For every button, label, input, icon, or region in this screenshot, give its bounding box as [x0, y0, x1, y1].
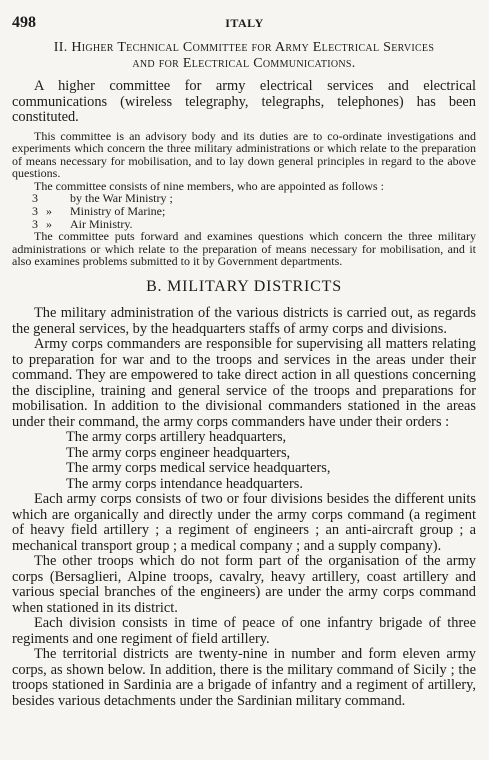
list-item: The army corps artillery headquarters,	[66, 429, 287, 446]
page-number: 498	[12, 14, 36, 31]
paragraph: Each army corps consists of two or four divisions besides the different units which are organically and directly under the army corps command (a regiment of heavy field artillery ; a regiment of engineers ; an anti-aircraft group ; a mechanical transport group ; a medical company ; and a supply company).	[12, 491, 476, 554]
section-title-line1: Higher Technical Committee for Army Electrical Services	[71, 40, 435, 55]
page-body	[12, 40, 476, 709]
paragraph: The military administration of the various districts is carried out, as regards the general services, by the headquarters staffs of army corps and divisions.	[12, 305, 476, 337]
advisory-paragraph: This committee is an advisory body and its duties are to co-ordinate investigations and experiments which concern the three military administrations or which relate to the preparation of means necessary for mobilisation, and to lay down general principles in regard to the above questions.	[12, 128, 476, 181]
headquarters-list	[12, 430, 476, 492]
page-header	[12, 14, 477, 32]
list-item: 3 » Air Ministry.	[32, 216, 133, 231]
list-item: The army corps medical service headquarters,	[66, 460, 331, 477]
members-paragraph: The committee consists of nine members, who are appointed as follows :	[34, 178, 384, 193]
list-item: The army corps intendance headquarters.	[66, 475, 303, 492]
committee-paragraph: The committee puts forward and examines questions which concern the three military administrations or which relate to the preparation of means necessary for mobilisation, and it also examines problems submitted to it by Government departments.	[12, 229, 476, 269]
paragraph: Army corps commanders are responsible for supervising all matters relating to preparation for war and to the troops and services in the areas under their command. They are empowered to take direct action in all questions concerning the discipline, training and general service of the troops and preparations for mobilisation. In addition to the divisional commanders stationed in the areas under their command, the army corps commanders have under their orders :	[12, 336, 476, 430]
list-item: 3 by the War Ministry ;	[32, 191, 173, 206]
paragraph: The territorial districts are twenty-nine in number and form eleven army corps, as shown below. In addition, there is the military command of Sicily ; the troops stationed in Sardinia are a brigade of infantry and a regiment of artillery, besides various detachments under the Sardinian military command.	[12, 646, 476, 709]
running-title: ITALY	[225, 16, 264, 30]
list-item: The army corps engineer headquarters,	[66, 444, 291, 461]
paragraph: Each division consists in time of peace of one infantry brigade of three regiments and one regiment of field artillery.	[12, 615, 476, 647]
list-item: 3 » Ministry of Marine;	[32, 204, 166, 219]
section-title-line2: and for Electrical Communications.	[132, 56, 356, 71]
paragraph: The other troops which do not form part of the organisation of the army corps (Bersaglieri, Alpine troops, cavalry, heavy artillery, coast artillery and various special branches of the engineers) are under the army corps command when stationed in its district.	[12, 553, 476, 616]
section-b-heading: B. MILITARY DISTRICTS	[146, 278, 342, 296]
section-number: II.	[53, 40, 68, 55]
section-heading	[12, 40, 476, 56]
members-list	[12, 192, 476, 230]
intro-paragraph: A higher committee for army electrical services and electrical communications (wireless telegraphy, telegraphs, telephones) has been constituted.	[12, 78, 476, 125]
